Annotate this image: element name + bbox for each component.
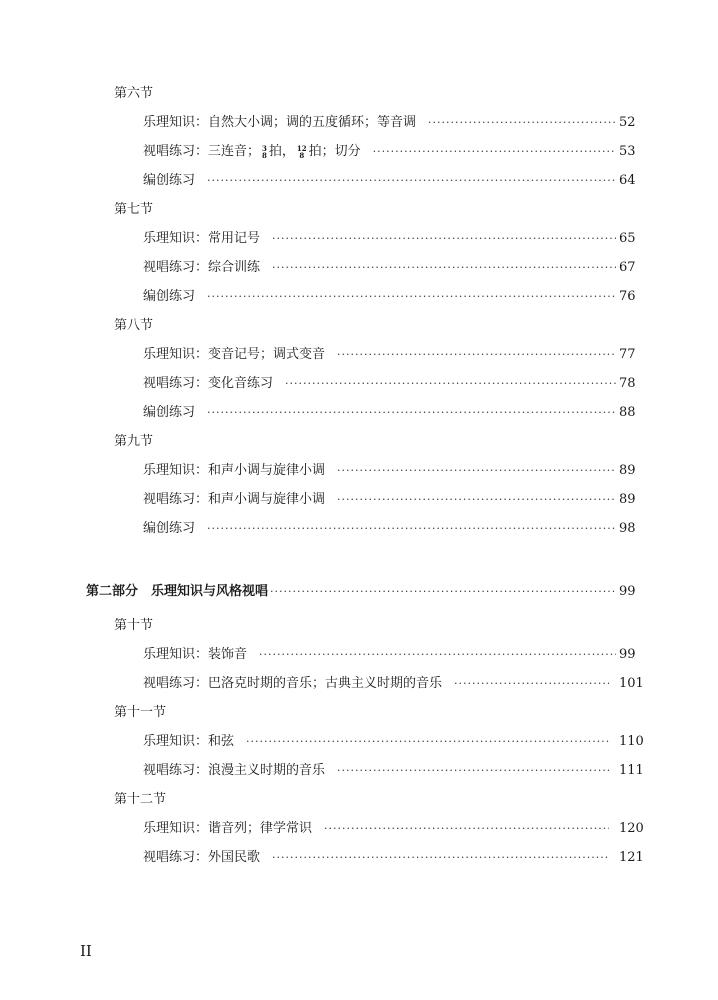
toc-entry[interactable]	[143, 141, 636, 163]
frac-num: 12	[296, 143, 307, 153]
toc-entry[interactable]	[143, 518, 636, 540]
dot-leader	[272, 847, 609, 869]
toc-entry[interactable]	[143, 344, 636, 366]
toc-entry[interactable]	[143, 228, 636, 250]
entry-label-part: 视唱练习：三连音；	[143, 144, 261, 159]
entry-page-number: 52	[619, 115, 636, 130]
entry-label: 编创练习	[143, 173, 196, 188]
entry-page-number: 98	[619, 521, 636, 536]
entry-page-number: 76	[619, 289, 636, 304]
entry-label: 视唱练习：巴洛克时期的音乐；古典主义时期的音乐	[143, 676, 443, 691]
entry-page-number: 53	[619, 144, 636, 159]
frac-den: 8	[262, 150, 267, 160]
entry-page-number: 77	[619, 347, 636, 362]
frac-den: 8	[299, 150, 305, 160]
entry-label: 视唱练习：和声小调与旋律小调	[143, 492, 326, 507]
entry-page-number: 99	[619, 647, 636, 662]
time-signature-3-8	[262, 145, 267, 159]
entry-page-number: 89	[619, 492, 636, 507]
toc-part-entry[interactable]	[86, 581, 636, 603]
entry-label: 视唱练习：变化音练习	[143, 376, 274, 391]
entry-page-number: 99	[619, 584, 636, 599]
entry-page-number: 101	[619, 676, 644, 691]
toc-entry[interactable]	[143, 112, 636, 134]
entry-page-number: 89	[619, 463, 636, 478]
toc-entry[interactable]	[143, 760, 644, 782]
entry-label: 视唱练习：综合训练	[143, 260, 261, 275]
entry-label: 视唱练习：外国民歌	[143, 850, 261, 865]
toc-entry[interactable]	[143, 489, 636, 511]
dot-leader	[207, 286, 616, 308]
entry-page-number: 78	[619, 376, 636, 391]
toc-entry[interactable]	[143, 644, 636, 666]
dot-leader	[270, 581, 616, 603]
entry-page-number: 110	[619, 734, 644, 749]
dot-leader	[285, 373, 616, 395]
dot-leader	[259, 644, 616, 666]
toc-entry[interactable]	[143, 818, 644, 840]
toc-entry[interactable]	[143, 286, 636, 308]
toc-entry[interactable]	[143, 847, 644, 869]
entry-page-number: 67	[619, 260, 636, 275]
frac-num: 3	[262, 143, 267, 153]
entry-label: 编创练习	[143, 405, 196, 420]
dot-leader	[246, 731, 609, 753]
dot-leader	[337, 760, 609, 782]
section-heading-8: 第八节	[114, 318, 154, 333]
entry-page-number: 65	[619, 231, 636, 246]
dot-leader	[207, 170, 616, 192]
toc-entry[interactable]	[143, 257, 636, 279]
part-label: 第二部分 乐理知识与风格视唱	[86, 584, 269, 599]
entry-label: 视唱练习：浪漫主义时期的音乐	[143, 763, 326, 778]
entry-page-number: 121	[619, 850, 644, 865]
page-number-footer: II	[80, 942, 92, 960]
entry-page-number: 64	[619, 173, 636, 188]
dot-leader	[454, 673, 609, 695]
toc-entry[interactable]	[143, 673, 644, 695]
toc-entry[interactable]	[143, 170, 636, 192]
entry-page-number: 88	[619, 405, 636, 420]
dot-leader	[207, 402, 616, 424]
section-heading-12: 第十二节	[114, 792, 167, 807]
dot-leader	[324, 818, 609, 840]
section-heading-6: 第六节	[114, 86, 154, 101]
entry-page-number: 120	[619, 821, 644, 836]
entry-label: 乐理知识：装饰音	[143, 647, 248, 662]
entry-label: 乐理知识：谐音列；律学常识	[143, 821, 313, 836]
entry-label: 乐理知识：和弦	[143, 734, 235, 749]
entry-label: 乐理知识：和声小调与旋律小调	[143, 463, 326, 478]
toc-entry[interactable]	[143, 731, 644, 753]
entry-label: 乐理知识：变音记号；调式变音	[143, 347, 326, 362]
entry-label: 编创练习	[143, 521, 196, 536]
section-heading-11: 第十一节	[114, 705, 167, 720]
section-heading-9: 第九节	[114, 434, 154, 449]
toc-entry[interactable]	[143, 460, 636, 482]
dot-leader	[337, 489, 616, 511]
time-signature-12-8	[297, 145, 307, 159]
dot-leader	[272, 257, 616, 279]
dot-leader	[337, 460, 616, 482]
section-heading-10: 第十节	[114, 618, 154, 633]
dot-leader	[272, 228, 616, 250]
entry-label: 乐理知识：常用记号	[143, 231, 261, 246]
dot-leader	[428, 112, 616, 134]
entry-label	[143, 141, 361, 163]
entry-label: 编创练习	[143, 289, 196, 304]
entry-label-part: 拍；切分	[308, 144, 361, 159]
dot-leader	[207, 518, 616, 540]
dot-leader	[373, 141, 616, 163]
dot-leader	[337, 344, 616, 366]
toc-entry[interactable]	[143, 373, 636, 395]
section-heading-7: 第七节	[114, 202, 154, 217]
entry-label-part: 拍，	[268, 144, 295, 159]
entry-page-number: 111	[619, 763, 644, 778]
entry-label: 乐理知识：自然大小调；调的五度循环；等音调	[143, 115, 417, 130]
toc-entry[interactable]	[143, 402, 636, 424]
